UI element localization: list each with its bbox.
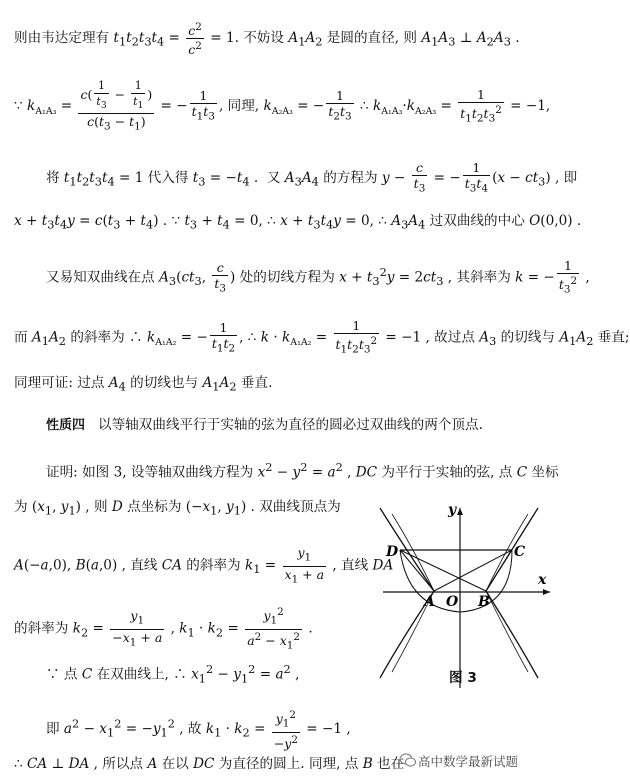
label-b: B (478, 594, 490, 610)
text-line-11: A(−a,0), B(a,0) , 直线 CA 的斜率为 $k_1$ = $\frac{y_1}{x_1 + a}$ , 直线 DA (14, 545, 394, 585)
text-line-1 (14, 20, 520, 57)
text-line-5: 又易知双曲线在点 $A_3(ct_3$, $\frac{c}{t_3}$ ) 处的切线方程为 $x + t_3^2y = 2ct_3$ , 其斜率为 k = − $\frac{1}{t_3^2}$ , (46, 258, 590, 296)
text-line-4: $x + t_3t_4y = c(t_3 + t_4)$ . ∵ $t_3 + t_4 = 0$, ∴ $x + t_3t_4y = 0$, ∴ $A_3A_4$ 过双曲线的中心 O(0,0) . (14, 213, 582, 232)
text-line-9: 证明: 如图 3, 设等轴双曲线方程为 $x^2 - y^2 = a^2$ , DC 为平行于实轴的弦, 点 C 坐标 (46, 460, 559, 481)
property-text: 以等轴双曲线平行于实轴的弦为直径的圆必过双曲线的两个顶点. (97, 417, 483, 433)
label-y: y (448, 502, 457, 518)
text-line-7: 同理可证: 过点 $A_4$ 的切线也与 $A_1A_2$ 垂直. (14, 375, 273, 394)
text-line-10: 为 ($x_1$, $y_1$) , 则 D 点坐标为 ($-x_1$, $y_1$) . 双曲线顶点为 (14, 499, 341, 518)
text-line-15: ∴ CA ⊥ DA , 所以点 A 在以 DC 为直径的圆上. 同理, 点 B 也在 (14, 756, 405, 772)
text-line-2: ∵ $k_{A_1A_3}$ = c( $\frac{1}{t_3}$ − $\frac{1}{t_1}$ ) $c(t_3 - t_1)$ = − $\frac{1}{t_1t_3}$ , 同理, $k_{A_2A_3}$ = − $\frac{1}{t_2t_3}$ ∴ $k_{A_1A_3}\cdot k_{A_2A_3}$ = $\frac{1}{t_1t_2t_3^2}$ = −1, (14, 79, 551, 133)
text-line-13: ∵ 点 C 在双曲线上, ∴ $x_1^2 - y_1^2 = a^2$ , (46, 662, 300, 686)
hyperbola-right-branch (486, 508, 538, 678)
label-c: C (514, 544, 526, 560)
label-a: A (424, 594, 435, 610)
text-line-12: 的斜率为 $k_2$ = $\frac{y_1}{-x_1 + a}$ , $k_1 \cdot k_2$ = $\frac{y_1^2}{a^2 - x_1^2}$ . (14, 606, 313, 652)
text-line-3: 将 $t_1t_2t_3t_4 = 1$ 代入得 $t_3 = -t_4$ . 又 $A_3A_4$ 的方程为 y − $\frac{c}{t_3}$ = − $\frac{1}{t_3t_4}$ $(x - ct_3)$ , 即 (46, 160, 578, 195)
hyperbola-left-branch (380, 508, 434, 678)
text-line-14: 即 $a^2 - x_1^2 = -y_1^2$ , 故 $k_1 \cdot k_2$ = $\frac{y_1^2}{-y^2}$ = −1 , (46, 709, 351, 751)
property-title: 性质四 (46, 418, 86, 433)
label-o: O (446, 594, 459, 610)
label-x: x (538, 572, 547, 588)
watermark: 高中数学最新试题 (418, 754, 519, 769)
text-line-6: 而 $A_1A_2$ 的斜率为 ∴ $k_{A_1A_2}$ = − $\frac{1}{t_1t_2}$ , ∴ $k \cdot k_{A_1A_2}$ = $\frac{1}{t_1t_2t_3^2}$ = −1 , 故过点 $A_3$ 的切线与 $A_1A_2$ 垂直; (14, 318, 630, 356)
figure-caption: 图 3 (449, 670, 477, 686)
label-d: D (386, 544, 399, 560)
property-four-line (46, 416, 483, 435)
wechat-icon (399, 751, 417, 769)
y-axis-arrow (457, 508, 463, 515)
x-axis-arrow (543, 589, 550, 595)
line-1-text: 则由韦达定理有 $t_1t_2t_3t_4$ = $\frac{c^2}{c^2}$ = 1. 不妨设 $A_1A_2$ 是圆的直径, 则 $A_1A_3$ ⊥ $A_2A_3$ . (14, 21, 520, 58)
